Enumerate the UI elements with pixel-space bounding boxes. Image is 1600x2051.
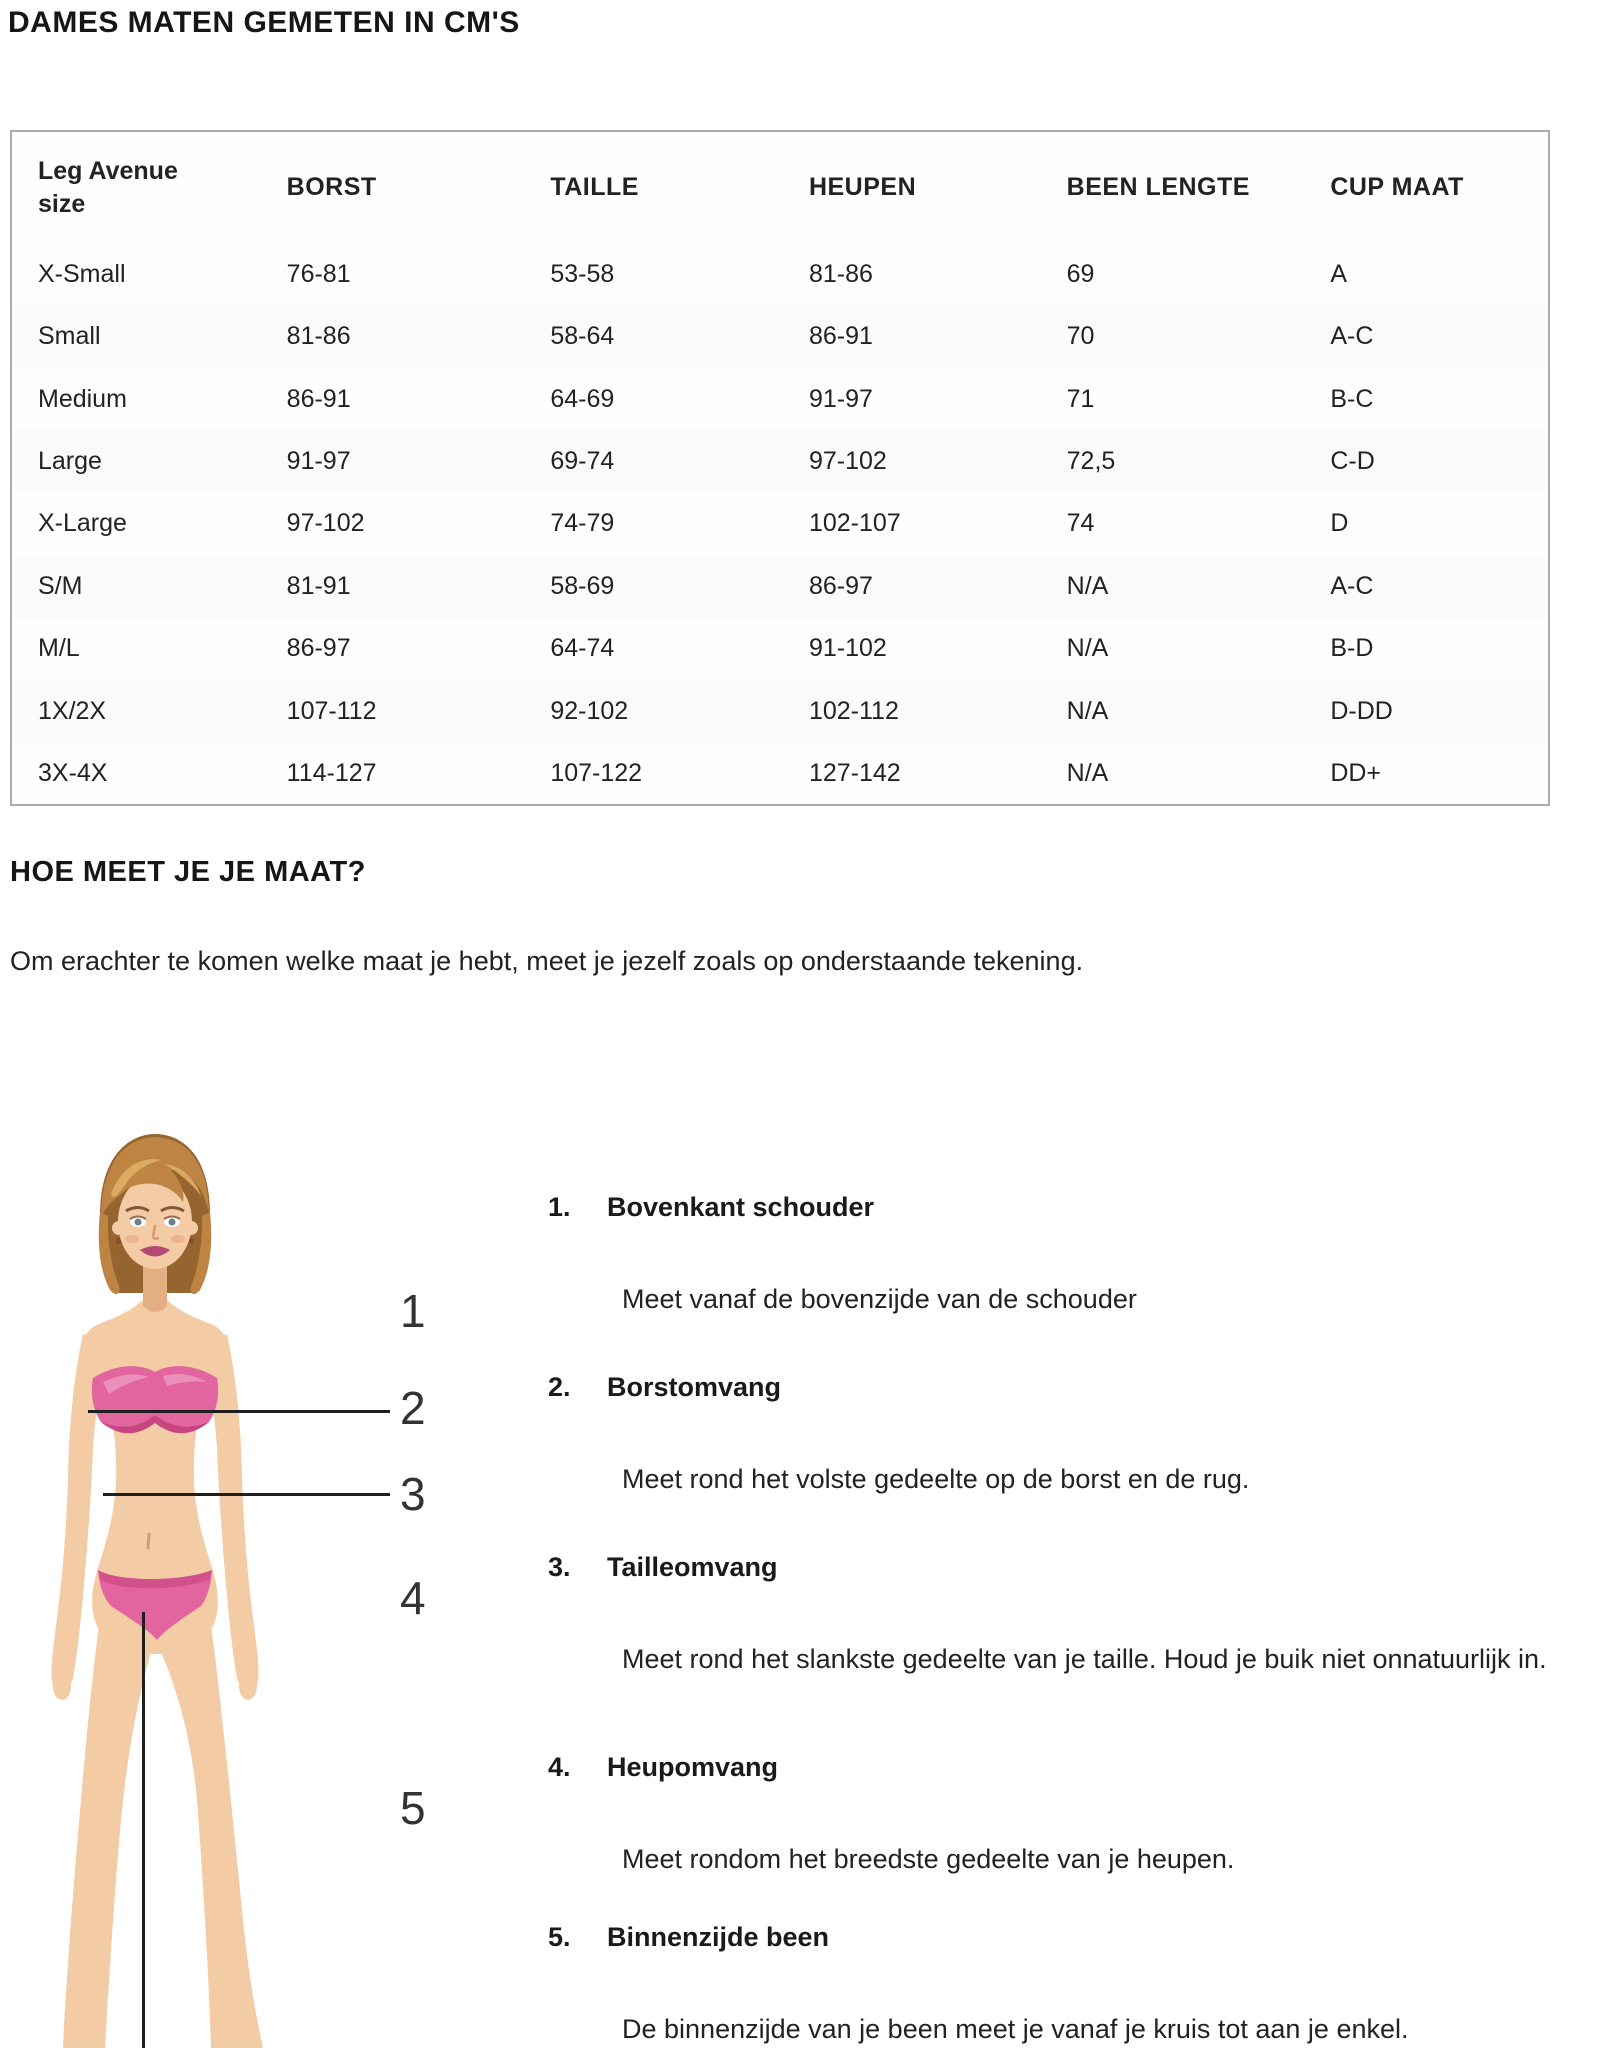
table-cell: S/M bbox=[11, 555, 261, 617]
waist-measure-line bbox=[103, 1493, 390, 1496]
inseam-measure-line bbox=[142, 1612, 145, 2048]
instruction-number: 2. bbox=[548, 1372, 571, 1402]
table-cell: 81-86 bbox=[808, 259, 873, 288]
table-header-cell: HEUPEN bbox=[808, 173, 917, 201]
instruction-title: Heupomvang bbox=[607, 1752, 779, 1782]
instruction-title: Binnenzijde been bbox=[607, 1922, 830, 1952]
blush-right bbox=[171, 1235, 185, 1243]
table-row bbox=[11, 743, 1549, 806]
table-cell: X-Large bbox=[38, 509, 127, 538]
table-cell: 81-86 bbox=[261, 305, 525, 367]
table-cell: 64-69 bbox=[550, 384, 615, 413]
table-cell: B-C bbox=[1330, 384, 1374, 413]
table-cell: 97-102 bbox=[783, 430, 1041, 492]
hand-left bbox=[53, 1672, 71, 1700]
measurement-figure bbox=[15, 1120, 495, 2048]
table-cell: 53-58 bbox=[550, 259, 615, 288]
woman-illustration bbox=[15, 1120, 360, 2048]
section-heading: HOE MEET JE JE MAAT? bbox=[10, 856, 366, 888]
hand-right bbox=[239, 1672, 257, 1700]
leg-left-shape bbox=[63, 1625, 151, 2048]
instruction-item bbox=[548, 1192, 1578, 1321]
table-cell: 86-97 bbox=[286, 634, 351, 663]
figure-marker-3: 3 bbox=[400, 1468, 426, 1520]
navel-line bbox=[148, 1534, 149, 1548]
instruction-item bbox=[548, 1922, 1578, 2051]
table-cell: Medium bbox=[38, 384, 127, 413]
table-header-cell: BEEN LENGTE bbox=[1066, 173, 1250, 201]
table-row bbox=[11, 618, 1549, 680]
instruction-item bbox=[548, 1372, 1578, 1501]
table-cell: D-DD bbox=[1304, 680, 1549, 742]
instruction-title: Bovenkant schouder bbox=[607, 1192, 875, 1222]
table-cell: 107-122 bbox=[550, 758, 643, 787]
size-table bbox=[10, 130, 1550, 806]
instruction-description: De binnenzijde van je been meet je vanaf je kruis tot aan je enkel. bbox=[622, 2014, 1409, 2044]
table-cell: X-Small bbox=[38, 259, 126, 288]
iris-left bbox=[135, 1219, 142, 1226]
instruction-number: 4. bbox=[548, 1752, 571, 1782]
table-cell: 102-107 bbox=[808, 509, 901, 538]
table-header-cell: Leg Avenue size bbox=[38, 156, 178, 218]
table-cell: DD+ bbox=[1330, 758, 1382, 787]
table-cell: 81-91 bbox=[261, 555, 525, 617]
table-cell: 58-69 bbox=[524, 555, 783, 617]
table-cell: 69-74 bbox=[524, 430, 783, 492]
instruction-description: Meet rondom het breedste gedeelte van je heupen. bbox=[622, 1844, 1235, 1874]
table-row bbox=[11, 555, 1549, 617]
table-cell: 71 bbox=[1066, 384, 1095, 413]
table-cell: 70 bbox=[1041, 305, 1305, 367]
table-cell: 91-102 bbox=[808, 634, 887, 663]
table-cell: 64-74 bbox=[550, 634, 615, 663]
table-cell: 3X-4X bbox=[38, 758, 108, 787]
table-cell: B-D bbox=[1330, 634, 1374, 663]
figure-marker-5: 5 bbox=[400, 1782, 426, 1834]
table-cell: 102-112 bbox=[783, 680, 1041, 742]
table-cell: Large bbox=[11, 430, 261, 492]
figure-marker-2: 2 bbox=[400, 1382, 426, 1434]
bust-measure-line bbox=[88, 1410, 390, 1413]
table-row bbox=[11, 368, 1549, 430]
table-cell: 114-127 bbox=[286, 758, 377, 787]
instruction-item bbox=[548, 1752, 1578, 1881]
instruction-title: Tailleomvang bbox=[607, 1552, 778, 1582]
table-cell: M/L bbox=[38, 634, 80, 663]
iris-right bbox=[169, 1219, 176, 1226]
table-row bbox=[11, 680, 1549, 742]
table-cell: 76-81 bbox=[286, 259, 351, 288]
table-cell: A bbox=[1330, 259, 1347, 288]
table-cell: 127-142 bbox=[808, 758, 901, 787]
table-cell: N/A bbox=[1066, 758, 1109, 787]
table-cell: 58-64 bbox=[524, 305, 783, 367]
table-row bbox=[11, 493, 1549, 555]
table-cell: N/A bbox=[1041, 555, 1305, 617]
figure-marker-1: 1 bbox=[400, 1285, 426, 1337]
table-header-cell: BORST bbox=[286, 173, 377, 201]
table-cell: 1X/2X bbox=[11, 680, 261, 742]
table-cell: 74 bbox=[1066, 509, 1095, 538]
table-cell: 91-97 bbox=[808, 384, 873, 413]
table-cell: 86-97 bbox=[783, 555, 1041, 617]
table-cell: A-C bbox=[1304, 305, 1549, 367]
table-cell: N/A bbox=[1041, 680, 1305, 742]
instruction-title: Borstomvang bbox=[607, 1372, 782, 1402]
table-row bbox=[11, 430, 1549, 492]
table-header-cell: CUP MAAT bbox=[1330, 173, 1464, 201]
intro-text: Om erachter te komen welke maat je hebt, meet je jezelf zoals op onderstaande tekening. bbox=[10, 946, 1084, 976]
instruction-description: Meet rond het slankste gedeelte van je taille. Houd je buik niet onnatuurlijk in. bbox=[622, 1644, 1547, 1674]
table-cell: N/A bbox=[1066, 634, 1109, 663]
table-cell: 72,5 bbox=[1041, 430, 1305, 492]
table-cell: 74-79 bbox=[550, 509, 615, 538]
instruction-number: 5. bbox=[548, 1922, 571, 1952]
size-table-body bbox=[11, 243, 1549, 805]
instruction-number: 1. bbox=[548, 1192, 571, 1222]
table-cell: Small bbox=[11, 305, 261, 367]
table-row bbox=[11, 243, 1549, 305]
table-cell: A-C bbox=[1304, 555, 1549, 617]
instruction-description: Meet rond het volste gedeelte op de borst en de rug. bbox=[622, 1464, 1250, 1494]
page-title: DAMES MATEN GEMETEN IN CM'S bbox=[8, 6, 520, 39]
table-header-cell: TAILLE bbox=[550, 173, 639, 201]
instruction-description: Meet vanaf de bovenzijde van de schouder bbox=[622, 1284, 1137, 1314]
table-cell: 86-91 bbox=[783, 305, 1041, 367]
table-header-row bbox=[11, 131, 1549, 243]
table-cell: 86-91 bbox=[286, 384, 351, 413]
table-cell: 97-102 bbox=[286, 509, 365, 538]
table-cell: 92-102 bbox=[524, 680, 783, 742]
table-cell: 107-112 bbox=[261, 680, 525, 742]
blush-left bbox=[125, 1235, 139, 1243]
instruction-number: 3. bbox=[548, 1552, 571, 1582]
table-cell: D bbox=[1330, 509, 1349, 538]
table-row bbox=[11, 305, 1549, 367]
table-cell: 91-97 bbox=[261, 430, 525, 492]
table-cell: C-D bbox=[1304, 430, 1549, 492]
figure-marker-4: 4 bbox=[400, 1572, 426, 1624]
table-cell: 69 bbox=[1066, 259, 1095, 288]
instruction-item bbox=[548, 1552, 1578, 1681]
